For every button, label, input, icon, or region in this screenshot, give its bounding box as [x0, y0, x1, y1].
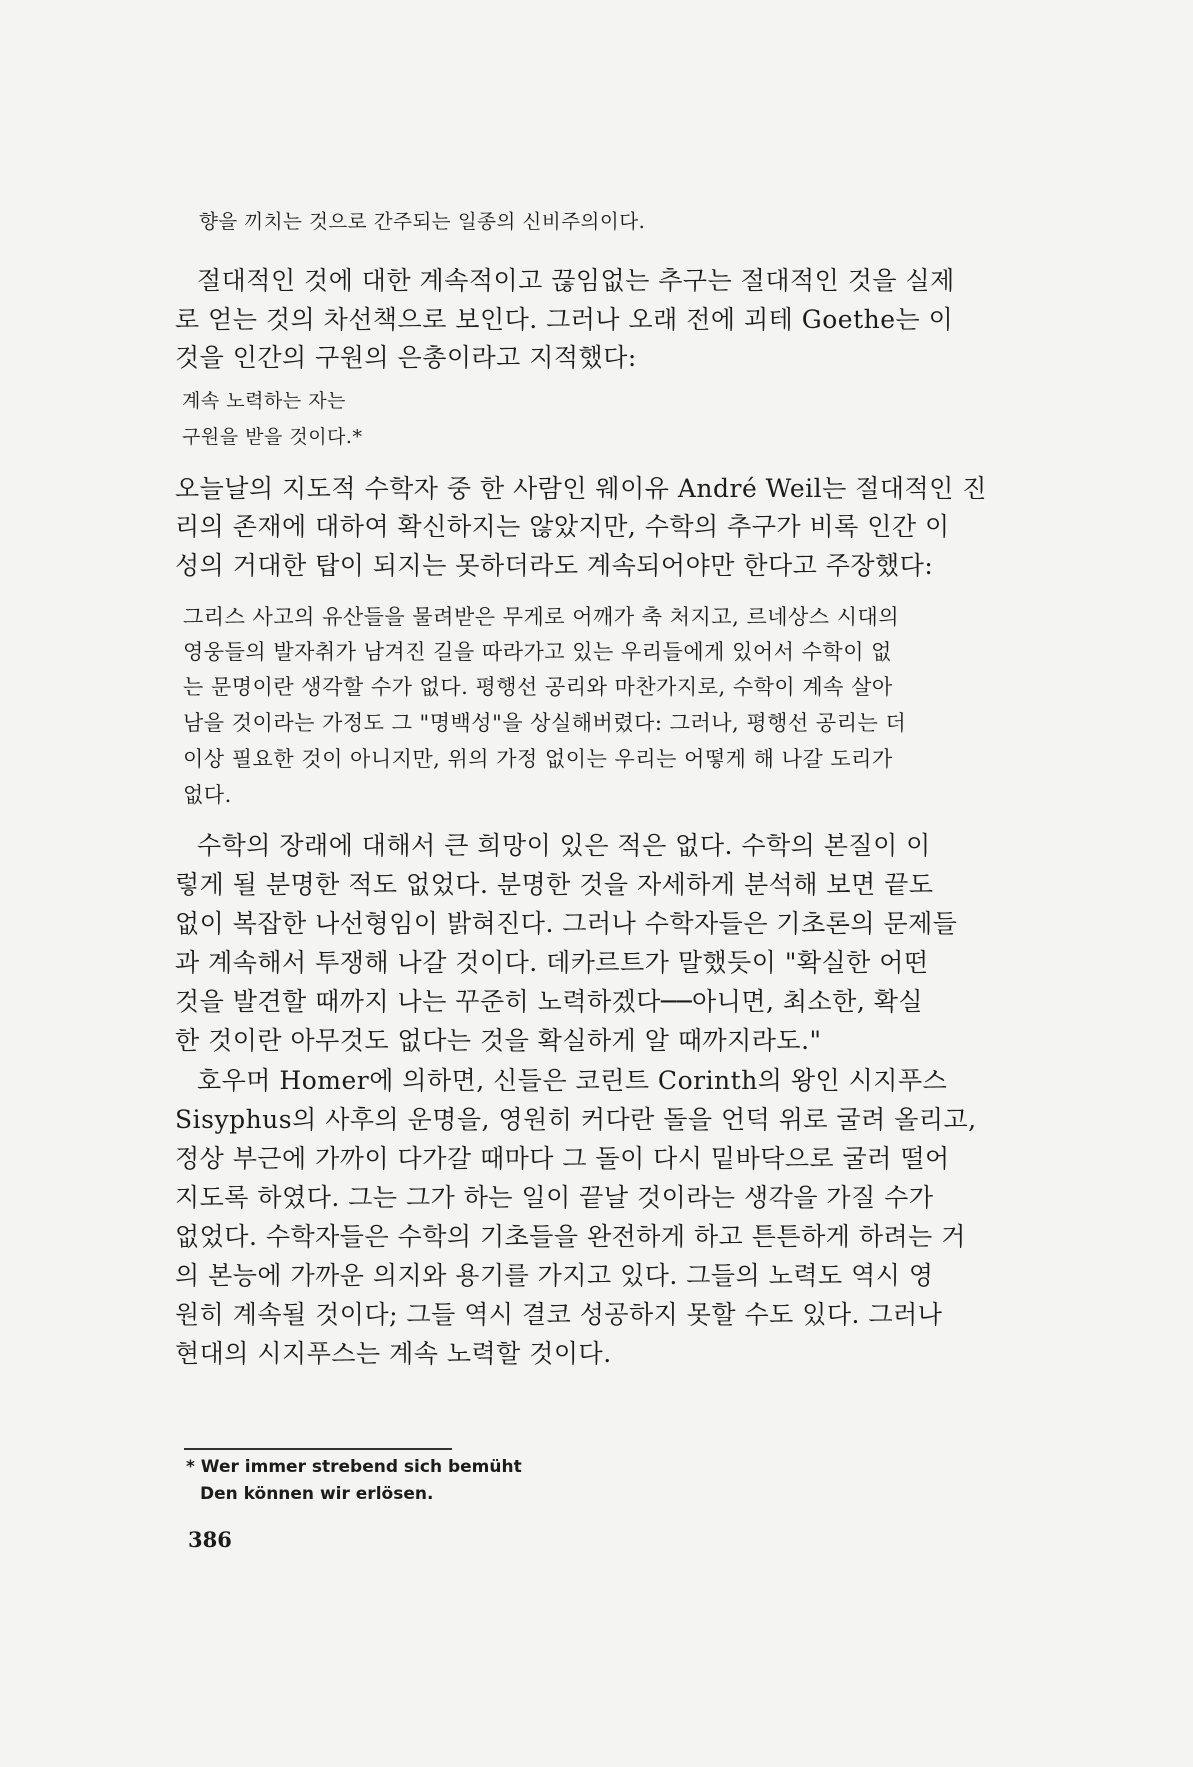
lead-line: 향을 끼치는 것으로 간주되는 일종의 신비주의이다.: [199, 210, 646, 233]
text-line: 절대적인 것에 대한 계속적이고 끊임없는 추구는 절대적인 것을 실제: [197, 266, 955, 295]
text-line: 것을 발견할 때까지 나는 꾸준히 노력하겠다──아니면, 최소한, 확실: [175, 987, 924, 1016]
verse-line: 구원을 받을 것이다.*: [182, 426, 363, 448]
text-line: 리의 존재에 대하여 확신하지는 않았지만, 수학의 추구가 비록 인간 이: [175, 512, 950, 541]
text-line: 없이 복잡한 나선형임이 밝혀진다. 그러나 수학자들은 기초론의 문제들: [175, 909, 958, 938]
page-number: 386: [188, 1527, 232, 1552]
quote-line: 그리스 사고의 유산들을 물려받은 무게로 어깨가 축 처지고, 르네상스 시대의: [183, 605, 900, 629]
quote-line: 남을 것이라는 가정도 그 "명백성"을 상실해버렸다: 그러나, 평행선 공리는 더: [183, 711, 907, 735]
quote-line: 없다.: [183, 783, 232, 807]
text-line: 오늘날의 지도적 수학자 중 한 사람인 웨이유 André Weil는 절대적인 진: [175, 474, 987, 503]
text-line: 성의 거대한 탑이 되지는 못하더라도 계속되어야만 한다고 주장했다:: [175, 551, 934, 580]
text-line: 한 것이란 아무것도 없다는 것을 확실하게 알 때까지라도.": [175, 1026, 822, 1055]
footnote-divider: [184, 1448, 452, 1450]
footnote-line: Den können wir erlösen.: [200, 1484, 434, 1504]
text-line: 로 얻는 것의 차선책으로 보인다. 그러나 오래 전에 괴테 Goethe는 이: [175, 305, 954, 334]
text-line: 호우머 Homer에 의하면, 신들은 코린트 Corinth의 왕인 시지푸스: [197, 1066, 948, 1095]
quote-line: 는 문명이란 생각할 수가 없다. 평행선 공리와 마찬가지로, 수학이 계속 살아: [183, 675, 893, 699]
quote-line: 영웅들의 발자취가 남겨진 길을 따라가고 있는 우리들에게 있어서 수학이 없: [183, 640, 892, 664]
quote-line: 이상 필요한 것이 아니지만, 위의 가정 없이는 우리는 어떻게 해 나갈 도리가: [183, 747, 893, 771]
text-line: 것을 인간의 구원의 은총이라고 지적했다:: [175, 343, 637, 372]
text-line: 지도록 하였다. 그는 그가 하는 일이 끝날 것이라는 생각을 가질 수가: [175, 1183, 934, 1212]
verse-line: 계속 노력하는 자는: [182, 390, 346, 412]
text-line: 정상 부근에 가까이 다가갈 때마다 그 돌이 다시 밑바닥으로 굴러 떨어: [175, 1144, 950, 1173]
text-line: 없었다. 수학자들은 수학의 기초들을 완전하게 하고 튼튼하게 하려는 거: [175, 1222, 966, 1251]
text-line: 원히 계속될 것이다; 그들 역시 결코 성공하지 못할 수도 있다. 그러나: [175, 1300, 943, 1329]
text-line: 과 계속해서 투쟁해 나갈 것이다. 데카르트가 말했듯이 "확실한 어떤: [175, 948, 929, 977]
text-line: Sisyphus의 사후의 운명을, 영원히 커다란 돌을 언덕 위로 굴려 올리고,: [175, 1105, 977, 1134]
text-line: 수학의 장래에 대해서 큰 희망이 있은 적은 없다. 수학의 본질이 이: [197, 831, 931, 860]
text-line: 의 본능에 가까운 의지와 용기를 가지고 있다. 그들의 노력도 역시 영: [175, 1261, 934, 1290]
footnote-line: * Wer immer strebend sich bemüht: [186, 1457, 522, 1477]
text-line: 현대의 시지푸스는 계속 노력할 것이다.: [175, 1339, 612, 1368]
text-line: 렇게 될 분명한 적도 없었다. 분명한 것을 자세하게 분석해 보면 끝도: [175, 870, 934, 899]
